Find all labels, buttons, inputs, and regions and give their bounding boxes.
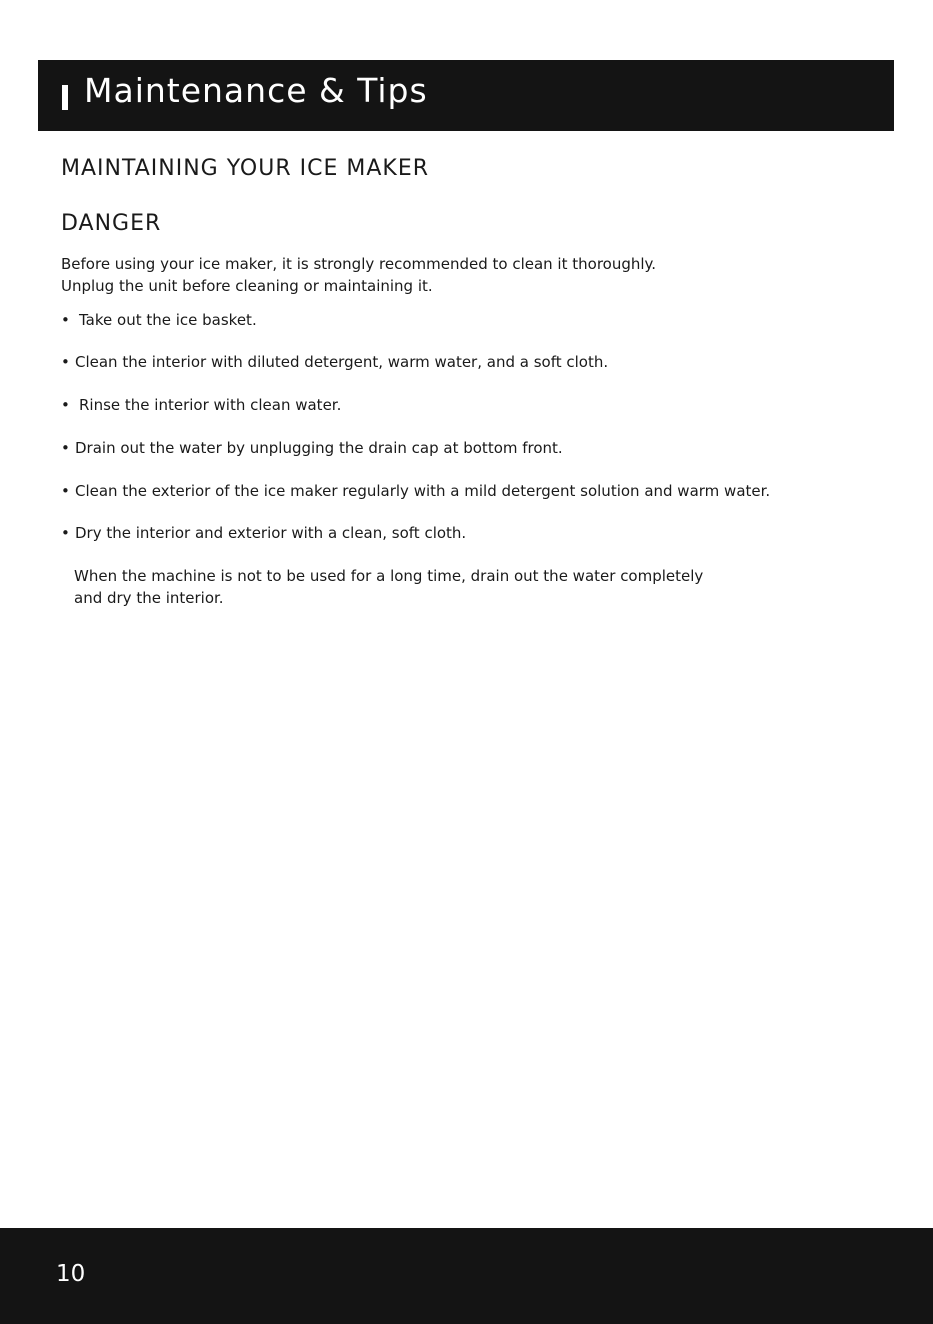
header-bar xyxy=(38,60,894,131)
bullet-icon: • xyxy=(61,524,70,542)
intro-line: Before using your ice maker, it is strongly recommended to clean it thoroughly. xyxy=(61,255,657,273)
list-item-text: Clean the interior with diluted detergent, warm water, and a soft cloth. xyxy=(75,353,609,371)
list-item-text: Drain out the water by unplugging the drain cap at bottom front. xyxy=(75,439,563,457)
list-item-text: Take out the ice basket. xyxy=(79,311,257,329)
footer-bar xyxy=(0,1228,933,1324)
intro-paragraph xyxy=(61,253,656,297)
danger-heading: DANGER xyxy=(61,211,162,236)
intro-line: Unplug the unit before cleaning or maintaining it. xyxy=(61,277,433,295)
list-item-text: Clean the exterior of the ice maker regularly with a mild detergent solution and warm water. xyxy=(75,482,771,500)
page-title: Maintenance & Tips xyxy=(84,71,428,110)
storage-note xyxy=(74,565,703,609)
list-item xyxy=(61,522,466,544)
bullet-icon: • xyxy=(61,311,70,329)
list-item xyxy=(61,309,257,331)
bullet-icon: • xyxy=(61,439,70,457)
header-marker xyxy=(62,85,68,110)
list-item xyxy=(61,351,608,373)
list-item xyxy=(61,480,770,502)
bullet-icon: • xyxy=(61,353,70,371)
list-item-text: Rinse the interior with clean water. xyxy=(79,396,342,414)
note-line: When the machine is not to be used for a long time, drain out the water completely xyxy=(74,567,704,585)
page-number: 10 xyxy=(56,1261,86,1287)
list-item-text: Dry the interior and exterior with a clean, soft cloth. xyxy=(75,524,467,542)
bullet-icon: • xyxy=(61,396,70,414)
bullet-icon: • xyxy=(61,482,70,500)
section-title: MAINTAINING YOUR ICE MAKER xyxy=(61,156,430,181)
note-line: and dry the interior. xyxy=(74,589,224,607)
list-item xyxy=(61,394,341,416)
list-item xyxy=(61,437,563,459)
